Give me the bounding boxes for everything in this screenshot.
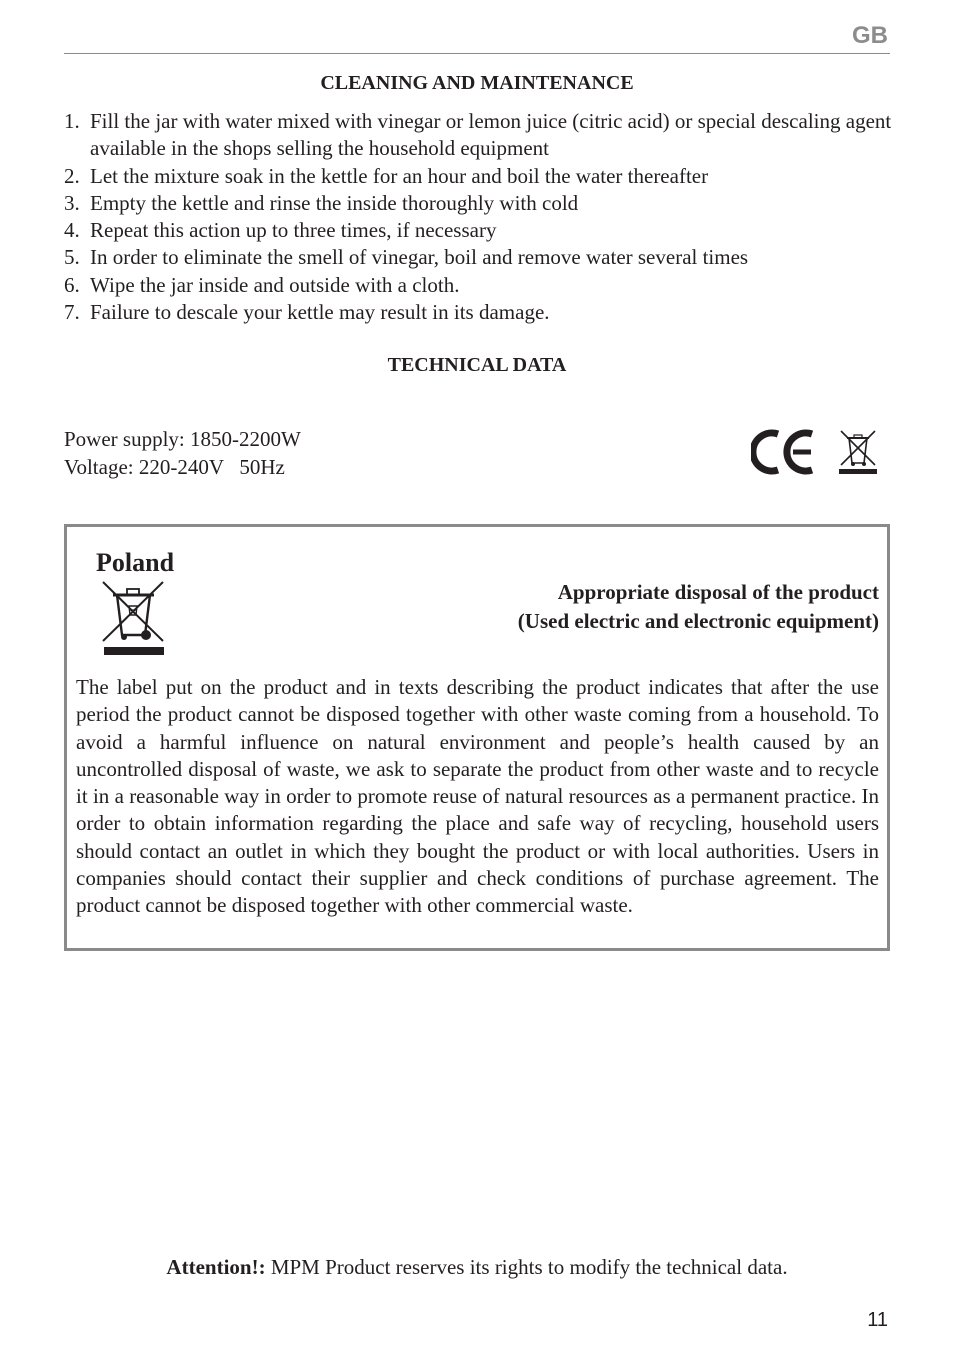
step-text: Repeat this action up to three times, if necessary: [90, 218, 497, 243]
step-number: 6.: [64, 272, 80, 297]
list-item: [64, 244, 894, 271]
voltage-spec: Voltage: 220-240V 50Hz: [64, 454, 285, 479]
language-code: GB: [852, 22, 888, 49]
header-rule: [64, 53, 890, 54]
power-supply-spec: Power supply: 1850-2200W: [64, 427, 301, 451]
step-number: 5.: [64, 245, 80, 270]
disposal-title-line1: Appropriate disposal of the product: [557, 580, 879, 604]
disposal-description: The label put on the product and in texts describing the product indicates that after the use period the product cannot be disposed together with other waste coming from a household. To avoid a harmful influence on natural environment and people’s health caused by an uncontrolled disposal of waste, we ask to separate the product from other waste and to recycle it in a reasonable way in order to promote reuse of natural resources as a permanent practice. In order to obtain information regarding the place and safe way of recycling, household users should contact an outlet in which they bought the product or with local authorities. Users in companies should contact their supplier and check conditions of purchase agreement. The product cannot be disposed together with other commercial waste.: [76, 675, 879, 918]
cleaning-heading: CLEANING AND MAINTENANCE: [320, 72, 634, 94]
step-number: 3.: [64, 190, 80, 215]
step-text: Empty the kettle and rinse the inside thoroughly with cold: [90, 190, 579, 215]
cleaning-steps-list: [64, 108, 894, 326]
step-number: 7.: [64, 300, 80, 325]
step-number: 4.: [64, 218, 80, 243]
list-item: [64, 108, 894, 163]
list-item: [64, 272, 894, 299]
list-item: [64, 163, 894, 190]
page-number: 11: [867, 1309, 888, 1331]
step-text: Wipe the jar inside and outside with a cloth.: [90, 272, 460, 297]
disposal-title: [518, 578, 879, 635]
technical-data: [64, 426, 301, 481]
step-text: Let the mixture soak in the kettle for an hour and boil the water thereafter: [90, 163, 709, 188]
country-label: Poland: [96, 548, 175, 577]
list-item: [64, 299, 894, 326]
attention-label: Attention!:: [166, 1255, 266, 1279]
weee-bin-icon: [839, 431, 877, 474]
step-number: 1.: [64, 109, 80, 133]
disposal-info-box: [64, 524, 890, 951]
step-text: In order to eliminate the smell of vinegar, boil and remove water several times: [90, 245, 749, 270]
attention-note: [0, 1255, 954, 1280]
list-item: [64, 217, 894, 244]
list-item: [64, 190, 894, 217]
step-text: Failure to descale your kettle may result in its damage.: [90, 300, 550, 325]
step-number: 2.: [64, 163, 80, 188]
attention-text: MPM Product reserves its rights to modify the technical data.: [265, 1255, 788, 1279]
step-text: Fill the jar with water mixed with vinegar or lemon juice (citric acid) or special descaling agent available in the shops selling the household equipment: [90, 109, 892, 161]
technical-heading: TECHNICAL DATA: [387, 354, 567, 376]
disposal-title-line2: (Used electric and electronic equipment): [517, 608, 879, 633]
certification-marks: [751, 428, 881, 483]
ce-mark-icon: [751, 428, 881, 478]
weee-bin-icon: [100, 579, 166, 662]
